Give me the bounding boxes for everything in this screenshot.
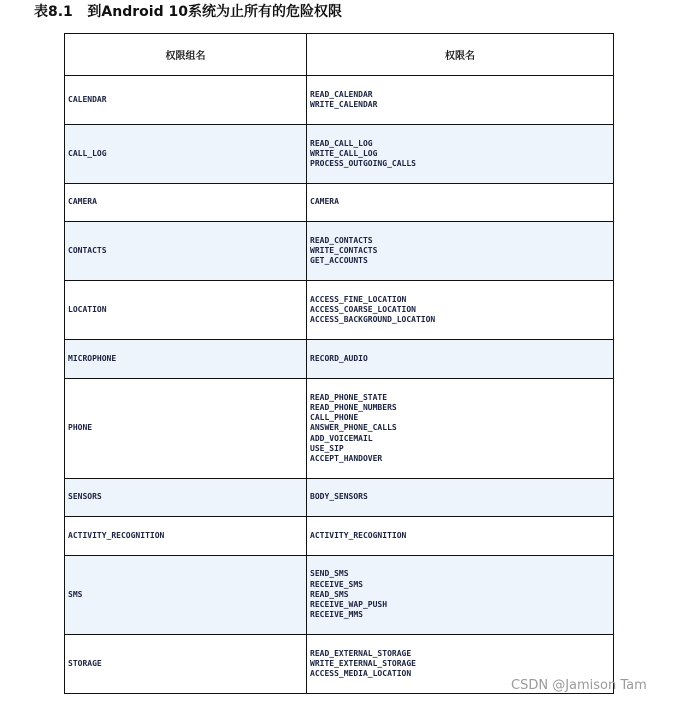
permission-name: PROCESS_OUTGOING_CALLS — [310, 159, 416, 169]
permission-name: SEND_SMS — [310, 569, 349, 579]
permission-group-cell: CALL_LOG — [65, 125, 307, 184]
permission-name: READ_PHONE_NUMBERS — [310, 402, 397, 412]
table-row — [65, 379, 614, 479]
header-group-name: 权限组名 — [65, 34, 307, 76]
permission-list-cell — [307, 184, 614, 222]
permission-group-cell: SMS — [65, 556, 307, 635]
permission-name: RECEIVE_MMS — [310, 610, 363, 620]
permission-list-cell — [307, 517, 614, 556]
table-row — [65, 340, 614, 379]
permission-group-cell: SENSORS — [65, 479, 307, 517]
permission-name: ACCESS_BACKGROUND_LOCATION — [310, 315, 436, 325]
table-row — [65, 556, 614, 635]
permission-group-cell: ACTIVITY_RECOGNITION — [65, 517, 307, 556]
permission-name: RECEIVE_SMS — [310, 579, 363, 589]
permission-list-cell — [307, 479, 614, 517]
permission-name: READ_EXTERNAL_STORAGE — [310, 648, 412, 658]
watermark: CSDN @Jamison Tam — [511, 678, 647, 693]
permission-list-cell — [307, 340, 614, 379]
permission-name: CALL_PHONE — [310, 413, 359, 423]
permission-name: GET_ACCOUNTS — [310, 256, 368, 266]
table-caption: 表8.1 到Android 10系统为止所有的危险权限 — [34, 4, 342, 20]
permission-name: ADD_VOICEMAIL — [310, 433, 373, 443]
table-row — [65, 517, 614, 556]
permission-group-cell: STORAGE — [65, 635, 307, 694]
permission-list-cell — [307, 222, 614, 281]
permission-name: WRITE_CONTACTS — [310, 245, 378, 255]
table-row — [65, 76, 614, 125]
permission-name: ACCEPT_HANDOVER — [310, 454, 383, 463]
permission-name: READ_CONTACTS — [310, 235, 373, 245]
permission-group-cell: MICROPHONE — [65, 340, 307, 379]
table-row — [65, 125, 614, 184]
permission-name: READ_PHONE_STATE — [310, 392, 388, 402]
permission-list-cell — [307, 125, 614, 184]
table-header-row — [65, 34, 614, 76]
permission-name: RECORD_AUDIO — [310, 353, 368, 363]
header-permission-name: 权限名 — [307, 34, 614, 76]
permission-list-cell — [307, 281, 614, 340]
dangerous-permissions-table — [64, 33, 614, 694]
permission-group-cell: CONTACTS — [65, 222, 307, 281]
permission-name: ACCESS_MEDIA_LOCATION — [310, 669, 412, 679]
permission-name: WRITE_CALENDAR — [310, 100, 378, 109]
permission-list-cell — [307, 379, 614, 479]
table-row — [65, 222, 614, 281]
permission-name: ANSWER_PHONE_CALLS — [310, 423, 397, 433]
permission-group-cell: CAMERA — [65, 184, 307, 222]
permission-name: ACCESS_COARSE_LOCATION — [310, 304, 416, 314]
permission-name: READ_CALENDAR — [310, 89, 373, 99]
permission-name: BODY_SENSORS — [310, 492, 368, 502]
permission-name: ACCESS_FINE_LOCATION — [310, 294, 407, 304]
table-row — [65, 184, 614, 222]
permission-name: READ_SMS — [310, 589, 349, 599]
permission-group-cell: CALENDAR — [65, 76, 307, 125]
permission-name: READ_CALL_LOG — [310, 138, 373, 148]
permission-name: CAMERA — [310, 197, 339, 207]
table-row — [65, 479, 614, 517]
permission-name: RECEIVE_WAP_PUSH — [310, 600, 388, 610]
permission-list-cell — [307, 76, 614, 125]
permission-name: WRITE_EXTERNAL_STORAGE — [310, 658, 416, 668]
permission-name: WRITE_CALL_LOG — [310, 148, 378, 158]
permission-group-cell: PHONE — [65, 379, 307, 479]
permission-list-cell — [307, 556, 614, 635]
table-row — [65, 281, 614, 340]
permission-group-cell: LOCATION — [65, 281, 307, 340]
permission-name: USE_SIP — [310, 443, 344, 453]
permission-name: ACTIVITY_RECOGNITION — [310, 530, 407, 540]
